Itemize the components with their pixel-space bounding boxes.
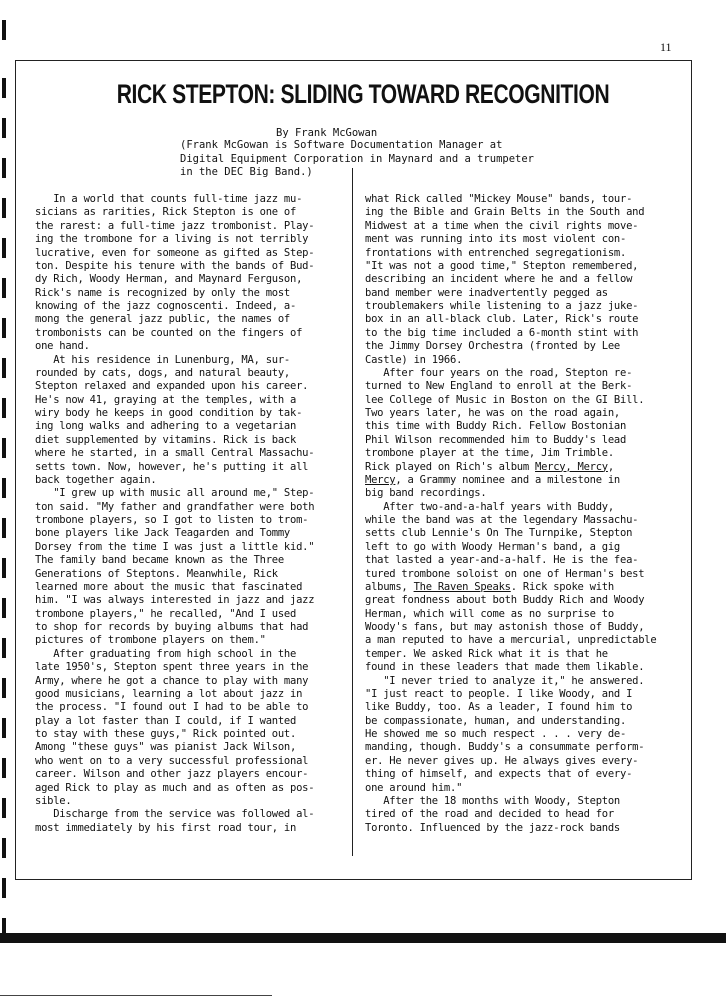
text-line: Mercy, a Grammy nominee and a milestone in [365,473,621,486]
text-line: sicians as rarities, Rick Stepton is one of [35,206,297,219]
text-line: bone players like Jack Teagarden and Tommy [35,527,291,540]
text-line: "It was not a good time," Stepton remembered, [365,259,639,272]
text-line: In a world that counts full-time jazz mu- [35,193,303,205]
text-line: Rick played on Rich's album Mercy, Mercy, [365,460,614,473]
text-line: knowing of the jazz cognoscenti. Indeed, a- [35,300,297,312]
right-column [365,193,690,835]
text-line: lee College of Music in Boston on the GI Bill. [365,393,645,406]
text-line: trombone players," he recalled, "And I used [35,607,297,620]
page-number: 11 [660,40,672,54]
text-line: Rick's name is recognized by only the most [35,286,291,299]
text-line: the rarest: a full-time jazz trombonist. Play- [35,219,315,232]
text-line: frontations with entrenched segregationism. [365,246,627,259]
text-line: "I never tried to analyze it," he answered. [365,674,645,687]
text-line: him. "I was always interested in jazz and jazz [35,594,315,607]
text-line: trombone player at the time, Jim Trimble. [365,447,614,460]
text-line: tired of the road and decided to head for [365,808,614,821]
text-line: that lasted a year-and-a-half. He is the fea- [365,554,639,567]
text-line: setts town. Now, however, he's putting it all [35,460,309,473]
text-line: ing the Bible and Grain Belts in the South and [365,206,645,219]
text-line: After two-and-a-half years with Buddy, [365,500,614,513]
text-line: After the 18 months with Woody, Stepton [365,794,621,807]
text-line: After graduating from high school in the [35,647,297,660]
text-line: He showed me so much respect . . . very de- [365,728,627,740]
text-line: like Buddy, too. As a leader, I found him to [365,701,633,714]
text-line: this time with Buddy Rich. Fellow Bostonian [365,420,627,433]
text-line: Toronto. Influenced by the jazz-rock bands [365,821,621,834]
text-line: aged Rick to play as much and as often as pos- [35,781,315,794]
text-line: what Rick called "Mickey Mouse" bands, tour- [365,193,633,205]
text-line: trombonists can be counted on the fingers of [35,326,303,339]
text-line: back together again. [35,473,157,486]
text-line: big band recordings. [365,487,487,500]
text-line: career. Wilson and other jazz players encour- [35,768,309,781]
text-line: Midwest at a time when the civil rights move- [365,219,639,232]
text-line: mong the general jazz public, the names of [35,313,291,326]
text-line: ton said. "My father and grandfather were both [35,500,315,513]
text-line: the Jimmy Dorsey Orchestra (fronted by Lee [365,340,621,353]
text-line: Among "these guys" was pianist Jack Wilson, [35,741,297,754]
text-line: Stepton relaxed and expanded upon his career. [35,380,309,393]
binding-edge-marks [0,0,8,1000]
text-line: At his residence in Lunenburg, MA, sur- [35,353,291,366]
text-line: Generations of Steptons. Meanwhile, Rick [35,567,278,580]
text-line: learned more about the music that fascinated [35,580,303,593]
text-line: a man reputed to have a mercurial, unpredictable [365,634,657,647]
text-line: After four years on the road, Stepton re- [365,366,633,379]
text-line: "I grew up with music all around me," Step- [35,487,315,500]
text-line: one around him." [365,781,463,794]
text-line: the process. "I found out I had to be able to [35,701,309,714]
text-line: He's now 41, graying at the temples, with a [35,393,297,406]
text-line: describing an incident where he and a fellow [365,273,633,286]
text-line: one hand. [35,340,90,353]
text-line: troublemakers while listening to a jazz juke- [365,300,639,312]
text-line: play a lot faster than I could, if I wanted [35,714,297,727]
text-line: Army, where he got a chance to play with many [35,674,309,687]
text-line: Discharge from the service was followed al- [35,808,315,821]
text-line: be compassionate, human, and understanding. [365,714,627,727]
text-line: Dorsey from the time I was just a little kid." [35,540,315,553]
text-line: to shop for records by buying albums that had [35,621,309,633]
text-line: er. He never gives up. He always gives every- [365,754,639,767]
text-line: found in these leaders that made them likable. [365,661,645,674]
text-line: ing the trombone for a living is not terribly [35,233,309,246]
text-line: albums, The Raven Speaks. Rick spoke with [365,580,614,593]
article-headline: RICK STEPTON: SLIDING TOWARD RECOGNITION [116,79,610,109]
text-line: Two years later, he was on the road again, [365,407,621,419]
text-line: lucrative, even for someone as gifted as Step- [35,246,315,259]
text-line: setts club Lennie's On The Turnpike, Stepton [365,527,633,540]
text-line: great fondness about both Buddy Rich and Woody [365,594,645,607]
text-line: where he started, in a small Central Massachu- [35,447,315,460]
text-line: ment was running into its most violent con- [365,233,627,246]
text-line: box in an all-black club. Later, Rick's route [365,313,639,326]
text-line: to the big time included a 6-month stint with [365,326,639,339]
text-line: "I just react to people. I like Woody, and I [365,687,633,700]
text-line: sible. [35,794,72,807]
byline: By Frank McGowan [276,127,378,139]
text-line: band member were inadvertently pegged as [365,286,608,299]
text-line: wiry body he keeps in good condition by tak- [35,407,303,419]
text-line: thing of himself, and expects that of every- [365,768,633,781]
text-line: ton. Despite his tenure with the bands of Bud- [35,259,315,272]
text-line: Castle) in 1966. [365,353,463,366]
text-line: Phil Wilson recommended him to Buddy's lead [365,433,627,446]
text-line: Woody's fans, but may astonish those of Buddy, [365,621,645,633]
text-line: late 1950's, Stepton spent three years in the [35,661,309,674]
text-line: who went on to a very successful professional [35,754,309,767]
scan-artifact-line [0,995,272,996]
text-line: to stay with these guys," Rick pointed out. [35,728,297,740]
text-line: diet supplemented by vitamins. Rick is back [35,433,297,446]
text-line: while the band was at the legendary Massachu- [365,514,639,526]
text-line: rounded by cats, dogs, and natural beauty, [35,366,291,379]
text-line: left to go with Woody Herman's band, a gig [365,540,621,553]
text-line: turned to New England to enroll at the Berk- [365,380,633,393]
text-line: pictures of trombone players on them." [35,634,266,647]
text-line: trombone players, so I got to listen to trom- [35,514,309,526]
text-line: ing long walks and adhering to a vegetarian [35,420,297,433]
text-line: dy Rich, Woody Herman, and Maynard Ferguson, [35,273,303,286]
text-line: The family band became known as the Three [35,554,284,567]
byline-note: (Frank McGowan is Software Documentation Manager at Digital Equipment Corporation in Maynard and a trumpeter in the DEC Big Band.) [180,139,535,178]
text-line: tured trombone soloist on one of Herman's best [365,567,645,580]
left-column [35,193,345,835]
text-line: good musicians, learning a lot about jazz in [35,687,303,700]
column-divider [352,168,353,856]
scan-artifact-bar [0,933,726,943]
text-line: Herman, which will come as no surprise to [365,607,614,620]
text-line: most immediately by his first road tour, in [35,821,297,834]
text-line: manding, though. Buddy's a consummate perform- [365,741,645,754]
text-line: temper. We asked Rick what it is that he [365,647,608,660]
